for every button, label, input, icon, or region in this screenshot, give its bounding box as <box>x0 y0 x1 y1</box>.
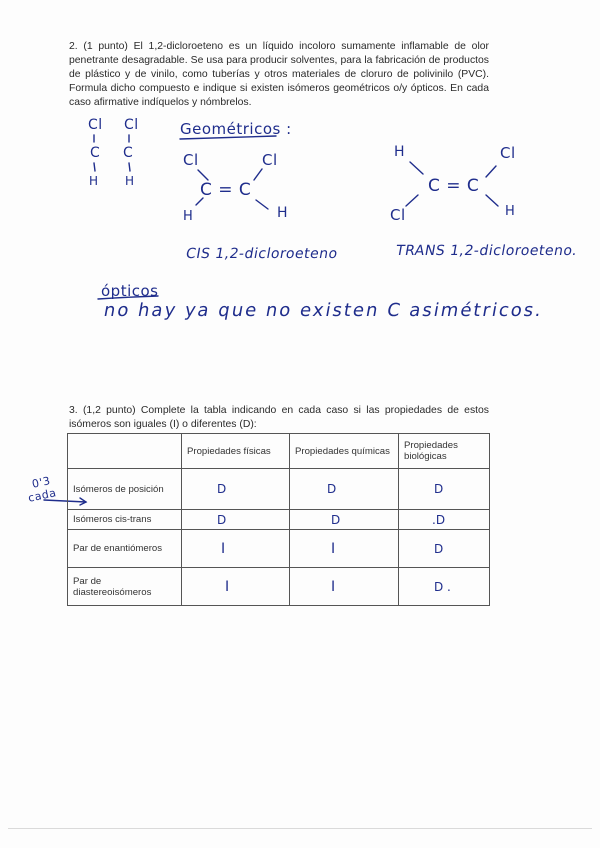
bond-line <box>198 170 208 180</box>
answer-cell <box>290 568 399 606</box>
answer-cell <box>182 510 290 530</box>
cis-h-bottom-left: H <box>183 209 194 224</box>
table-row <box>68 530 490 568</box>
structure-h-right: H <box>125 174 135 188</box>
answer-cell <box>399 568 490 606</box>
trans-h-bottom-right: H <box>505 204 516 219</box>
answer-cell <box>290 530 399 568</box>
answer-cell <box>399 469 490 510</box>
structure-h-left: H <box>89 174 99 188</box>
table-header-cell: Propiedades biológicas <box>399 434 490 469</box>
answer-cell <box>182 568 290 606</box>
answer-value: D . <box>434 579 451 594</box>
answer-value: D <box>327 482 337 496</box>
margin-note-each: cada <box>26 486 58 505</box>
question-3-text: 3. (1,2 punto) Complete la tabla indicando en cada caso si las propiedades de estos isómeros son iguales (I) o diferentes (D): <box>69 405 489 431</box>
underline <box>98 296 158 299</box>
bond-line <box>94 163 95 171</box>
answer-value: I <box>331 540 336 557</box>
answer-value: I <box>331 578 336 595</box>
answer-value: D <box>434 482 444 496</box>
structure-c-right: C <box>123 145 134 161</box>
bond-line <box>486 195 498 206</box>
bond-line <box>410 162 423 174</box>
trans-cl-bottom-left: Cl <box>390 206 406 224</box>
trans-double-bond: C = C <box>428 176 480 196</box>
row-label: Par de diastereoisómeros <box>68 568 182 606</box>
cis-cl-top-right: Cl <box>262 151 278 169</box>
row-label: Isómeros cis-trans <box>68 510 182 530</box>
bond-line <box>254 169 262 180</box>
geometricos-label: Geométricos : <box>180 120 292 138</box>
cis-cl-top-left: Cl <box>183 151 199 169</box>
answer-value: D <box>434 541 444 556</box>
opticos-answer: no hay ya que no existen C asimétricos. <box>102 300 545 321</box>
bond-line <box>256 200 268 209</box>
answer-value: D <box>217 482 227 496</box>
bond-line <box>129 163 130 171</box>
table-header-cell: Propiedades químicas <box>290 434 399 469</box>
trans-h-top-left: H <box>394 144 406 160</box>
answer-cell <box>399 530 490 568</box>
bond-line <box>406 195 418 206</box>
cis-name: CIS 1,2-dicloroeteno <box>184 246 340 262</box>
row-label: Par de enantiómeros <box>68 530 182 568</box>
answer-value: I <box>221 540 226 557</box>
table-row <box>68 510 490 530</box>
answer-value: D <box>217 512 227 527</box>
table-header-row <box>68 434 490 469</box>
opticos-label: ópticos <box>101 282 159 300</box>
answer-cell <box>182 530 290 568</box>
structure-c-left: C <box>90 145 101 161</box>
structure-cl-left: Cl <box>88 117 103 133</box>
table-row <box>68 469 490 510</box>
table-header-cell: Propiedades físicas <box>182 434 290 469</box>
bond-line <box>486 166 496 177</box>
answer-cell <box>290 510 399 530</box>
table-header-cell <box>68 434 182 469</box>
bond-line <box>196 198 203 205</box>
answer-cell <box>182 469 290 510</box>
row-label: Isómeros de posición <box>68 469 182 510</box>
page-bottom-divider <box>8 828 592 829</box>
answer-value: .D <box>432 512 446 527</box>
question-2-text: 2. (1 punto) El 1,2-dicloroeteno es un líquido incoloro sumamente inflamable de olor penetrante desagradable. Se usa para producir solventes, para la fabricación de productos de plástico y de vinilo, como tuberías y otros materiales de cloruro de polivinilo (PVC). Formula dicho compuesto e indique si existen isómeros geométricos o/y ópticos. En cada caso afirmative indíquelos y nómbrelos. <box>69 41 489 109</box>
table-row <box>68 568 490 606</box>
answer-value: D <box>331 512 341 527</box>
cis-h-bottom-right: H <box>277 205 289 221</box>
answer-cell <box>399 510 490 530</box>
trans-cl-top-right: Cl <box>500 144 516 162</box>
cis-double-bond: C = C <box>200 180 252 200</box>
structure-cl-right: Cl <box>124 117 139 133</box>
trans-name: TRANS 1,2-dicloroeteno. <box>394 243 579 259</box>
margin-note-score: 0'3 <box>30 474 52 491</box>
answer-cell <box>290 469 399 510</box>
underline <box>180 136 276 139</box>
answer-value: I <box>225 578 230 595</box>
properties-table <box>67 433 490 606</box>
